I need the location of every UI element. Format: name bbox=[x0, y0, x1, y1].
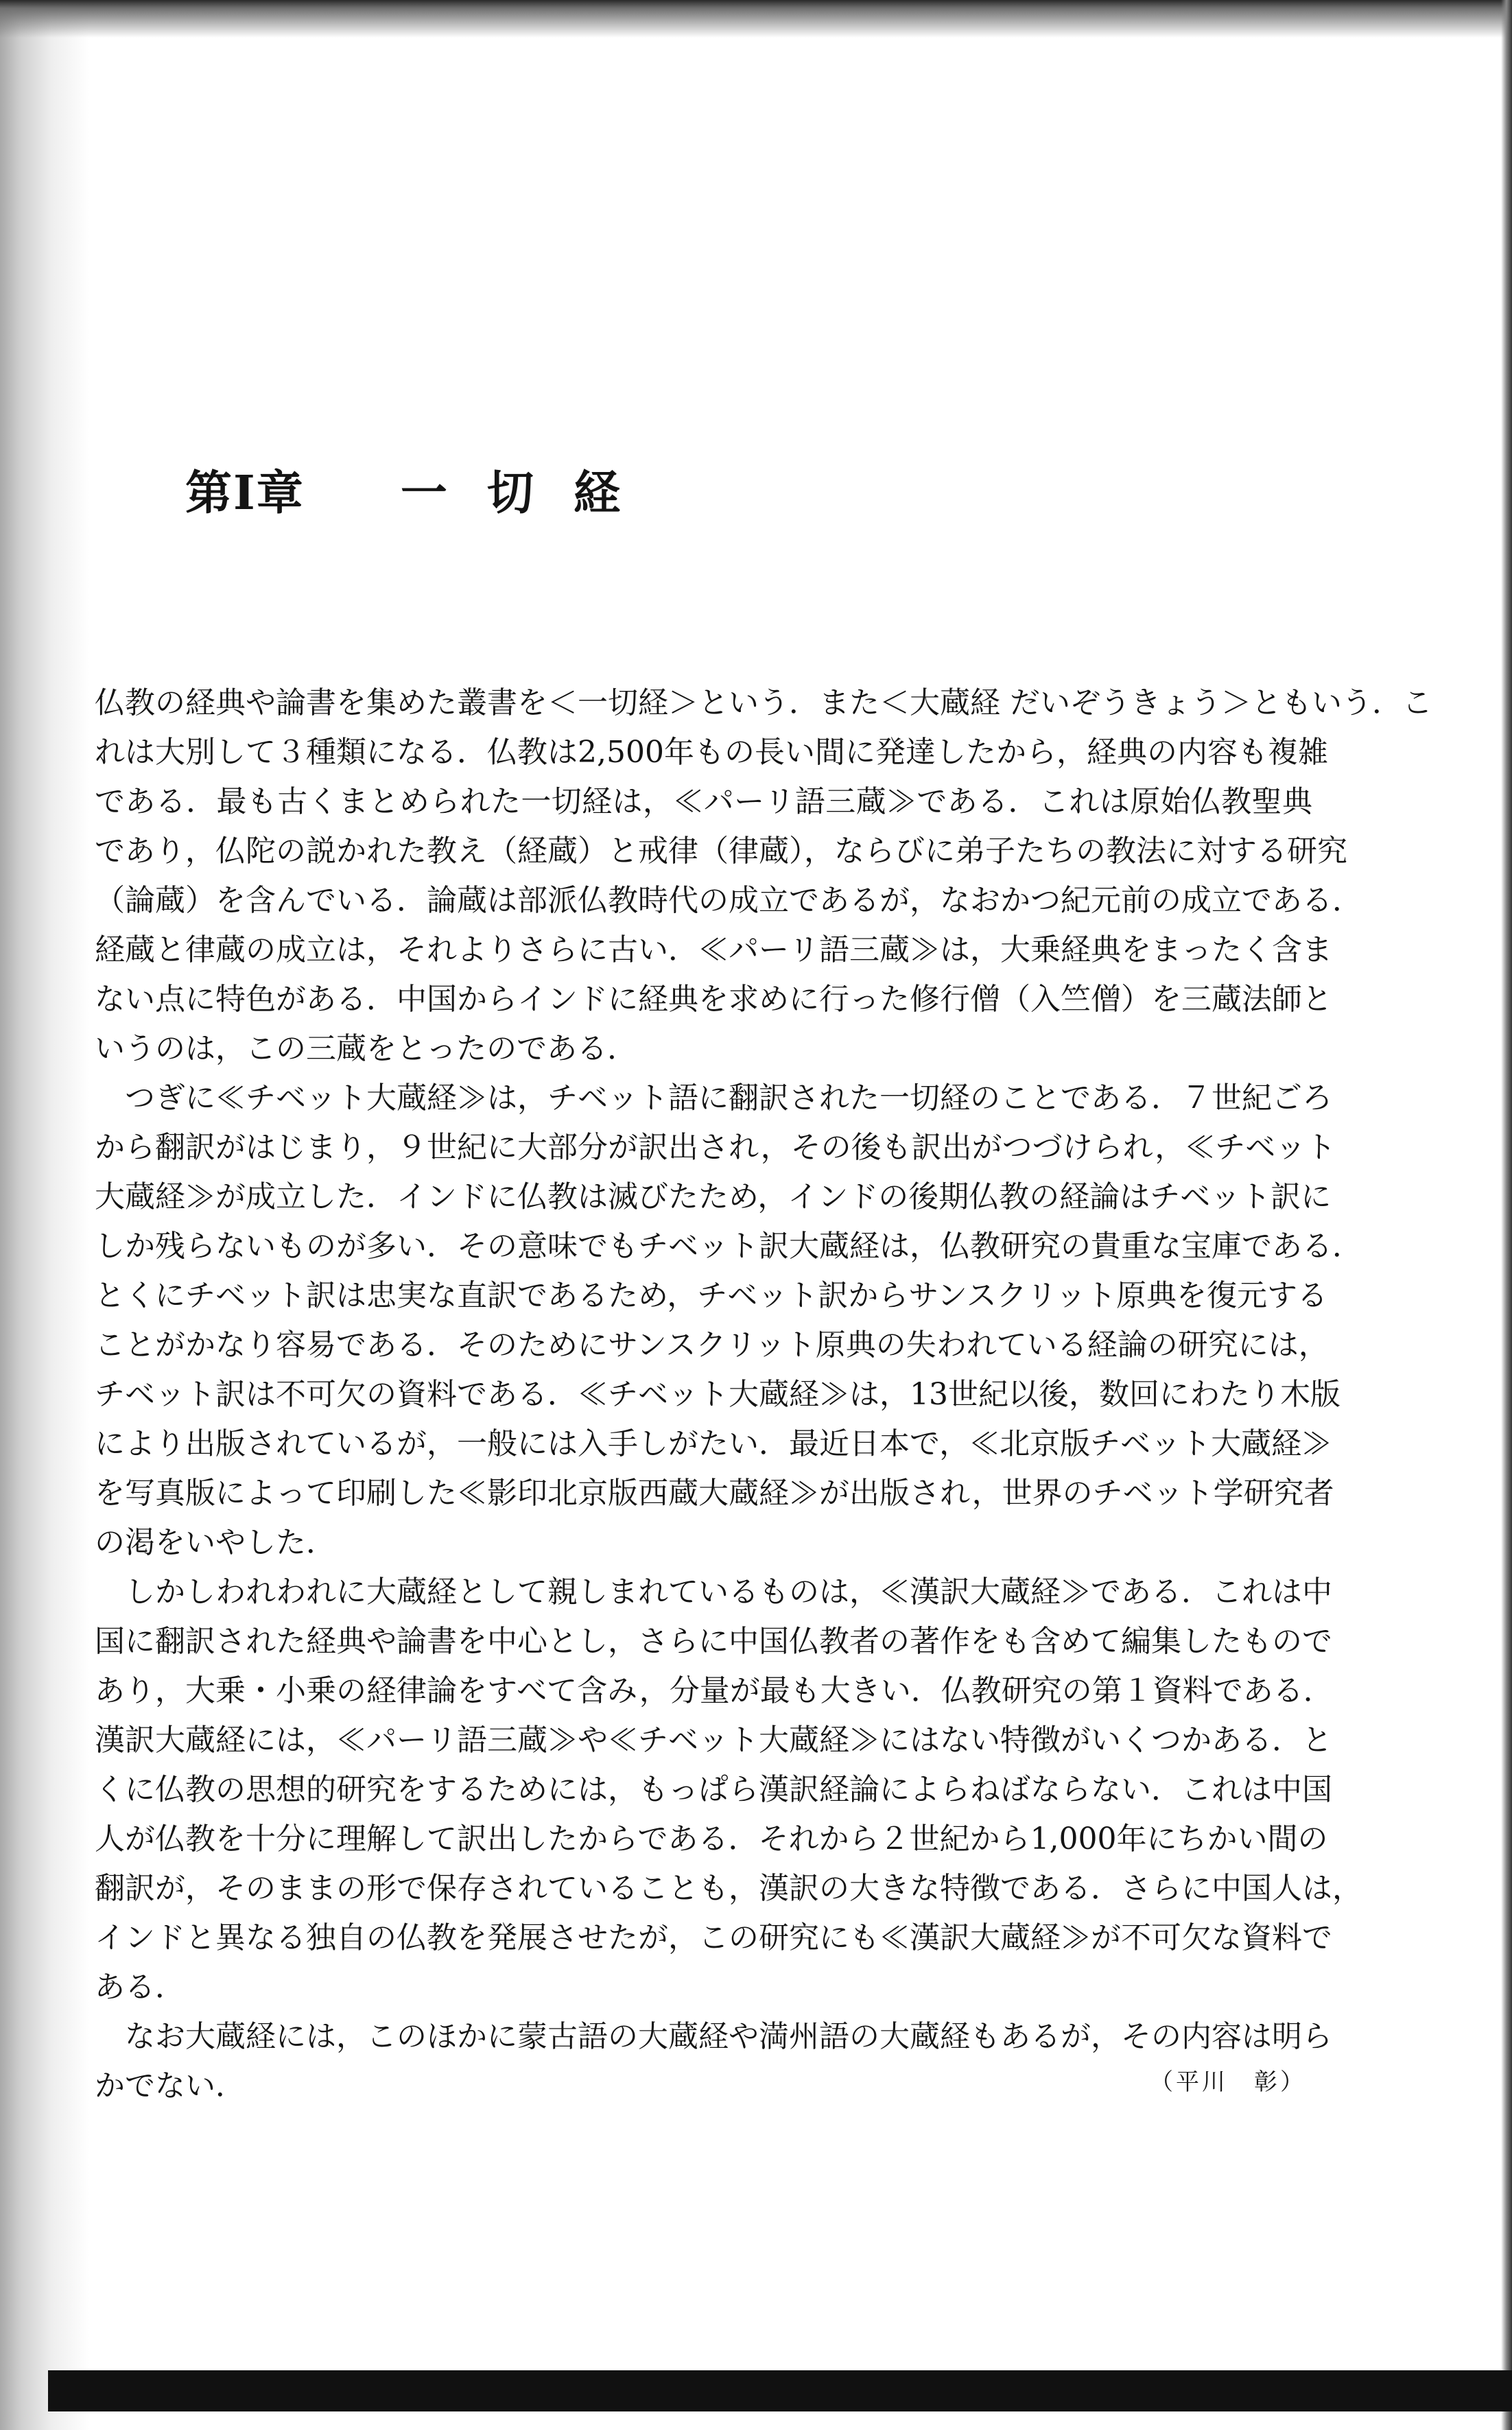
chapter-heading bbox=[185, 456, 660, 523]
body-line: 仏教の経典や論書を集めた叢書を＜一切経＞という．また＜大蔵経 だいぞうきょう＞ともいう．こ bbox=[95, 685, 1432, 720]
body-line: から翻訳がはじまり，９世紀に大部分が訳出され，その後も訳出がつづけられ，≪チベット bbox=[95, 1130, 1336, 1165]
body-line: ない点に特色がある．中国からインドに経典を求めに行った修行僧（入竺僧）を三蔵法師と bbox=[95, 982, 1332, 1017]
body-line: いうのは，この三蔵をとったのである． bbox=[95, 1031, 638, 1066]
author-credit: （平川 彰） bbox=[1150, 2068, 1306, 2096]
chapter-number: 第Ⅰ章 bbox=[185, 466, 305, 521]
body-line: 翻訳が，そのままの形で保存されていることも，漢訳の大きな特徴である．さらに中国人は， bbox=[95, 1871, 1362, 1906]
body-line: 経蔵と律蔵の成立は，それよりさらに古い．≪パーリ語三蔵≫は，大乗経典をまったく含ま bbox=[95, 932, 1332, 967]
body-line: 国に翻訳された経典や論書を中心とし，さらに中国仏教者の著作をも含めて編集したもので bbox=[95, 1624, 1332, 1659]
body-line: 大蔵経≫が成立した．インドに仏教は滅びたため，インドの後期仏教の経論はチベット訳に bbox=[95, 1179, 1332, 1214]
body-line: とくにチベット訳は忠実な直訳であるため，チベット訳からサンスクリット原典を復元する bbox=[95, 1278, 1327, 1313]
body-line: くに仏教の思想的研究をするためには，もっぱら漢訳経論によらねばならない．これは中国 bbox=[95, 1772, 1332, 1807]
scan-shadow-left bbox=[0, 0, 89, 2430]
body-line: である．最も古くまとめられた一切経は，≪パーリ語三蔵≫である．これは原始仏教聖典 bbox=[95, 784, 1312, 819]
body-line: ことがかなり容易である．そのためにサンスクリット原典の失われている経論の研究には， bbox=[95, 1328, 1329, 1363]
body-line: ある． bbox=[95, 1970, 185, 2005]
body-line: 漢訳大蔵経には，≪パーリ語三蔵≫や≪チベット大蔵経≫にはない特徴がいくつかある．と bbox=[95, 1723, 1332, 1758]
body-line: （論蔵）を含んでいる．論蔵は部派仏教時代の成立であるが，なおかつ紀元前の成立である． bbox=[95, 883, 1362, 918]
body-line: れは大別して３種類になる．仏教は2,500年もの長い間に発達したから，経典の内容も複雑 bbox=[95, 735, 1328, 770]
body-line: であり，仏陀の説かれた教え（経蔵）と戒律（律蔵），ならびに弟子たちの教法に対する研究 bbox=[95, 834, 1347, 869]
body-line: しかしわれわれに大蔵経として親しまれているものは，≪漢訳大蔵経≫である．これは中 bbox=[95, 1574, 1332, 1609]
body-line: なお大蔵経には，このほかに蒙古語の大蔵経や満州語の大蔵経もあるが，その内容は明ら bbox=[95, 2019, 1332, 2054]
body-line: チベット訳は不可欠の資料である．≪チベット大蔵経≫は，13世紀以後，数回にわたり木版 bbox=[95, 1377, 1340, 1412]
body-line: を写真版によって印刷した≪影印北京版西蔵大蔵経≫が出版され，世界のチベット学研究者 bbox=[95, 1476, 1334, 1511]
scan-border-bottom bbox=[48, 2370, 1512, 2411]
body-line: あり，大乗・小乗の経律論をすべて含み，分量が最も大きい．仏教研究の第１資料である． bbox=[95, 1673, 1334, 1708]
scan-shadow-top bbox=[0, 0, 1512, 38]
body-line: かでない． bbox=[95, 2068, 246, 2103]
body-line: つぎに≪チベット大蔵経≫は，チベット語に翻訳された一切経のことである．７世紀ごろ bbox=[95, 1081, 1332, 1116]
chapter-title: 一切経 bbox=[400, 466, 660, 521]
body-line: しか残らないものが多い．その意味でもチベット訳大蔵経は，仏教研究の貴重な宝庫である． bbox=[95, 1229, 1362, 1264]
body-line: により出版されているが，一般には入手しがたい．最近日本で，≪北京版チベット大蔵経≫ bbox=[95, 1426, 1332, 1461]
scan-shadow-right bbox=[1501, 0, 1512, 2430]
body-line: インドと異なる独自の仏教を発展させたが，この研究にも≪漢訳大蔵経≫が不可欠な資料で bbox=[95, 1920, 1332, 1955]
body-line: の渇をいやした． bbox=[95, 1525, 336, 1560]
body-line: 人が仏教を十分に理解して訳出したからである．それから２世紀から1,000年にちかい間の bbox=[95, 1821, 1328, 1856]
